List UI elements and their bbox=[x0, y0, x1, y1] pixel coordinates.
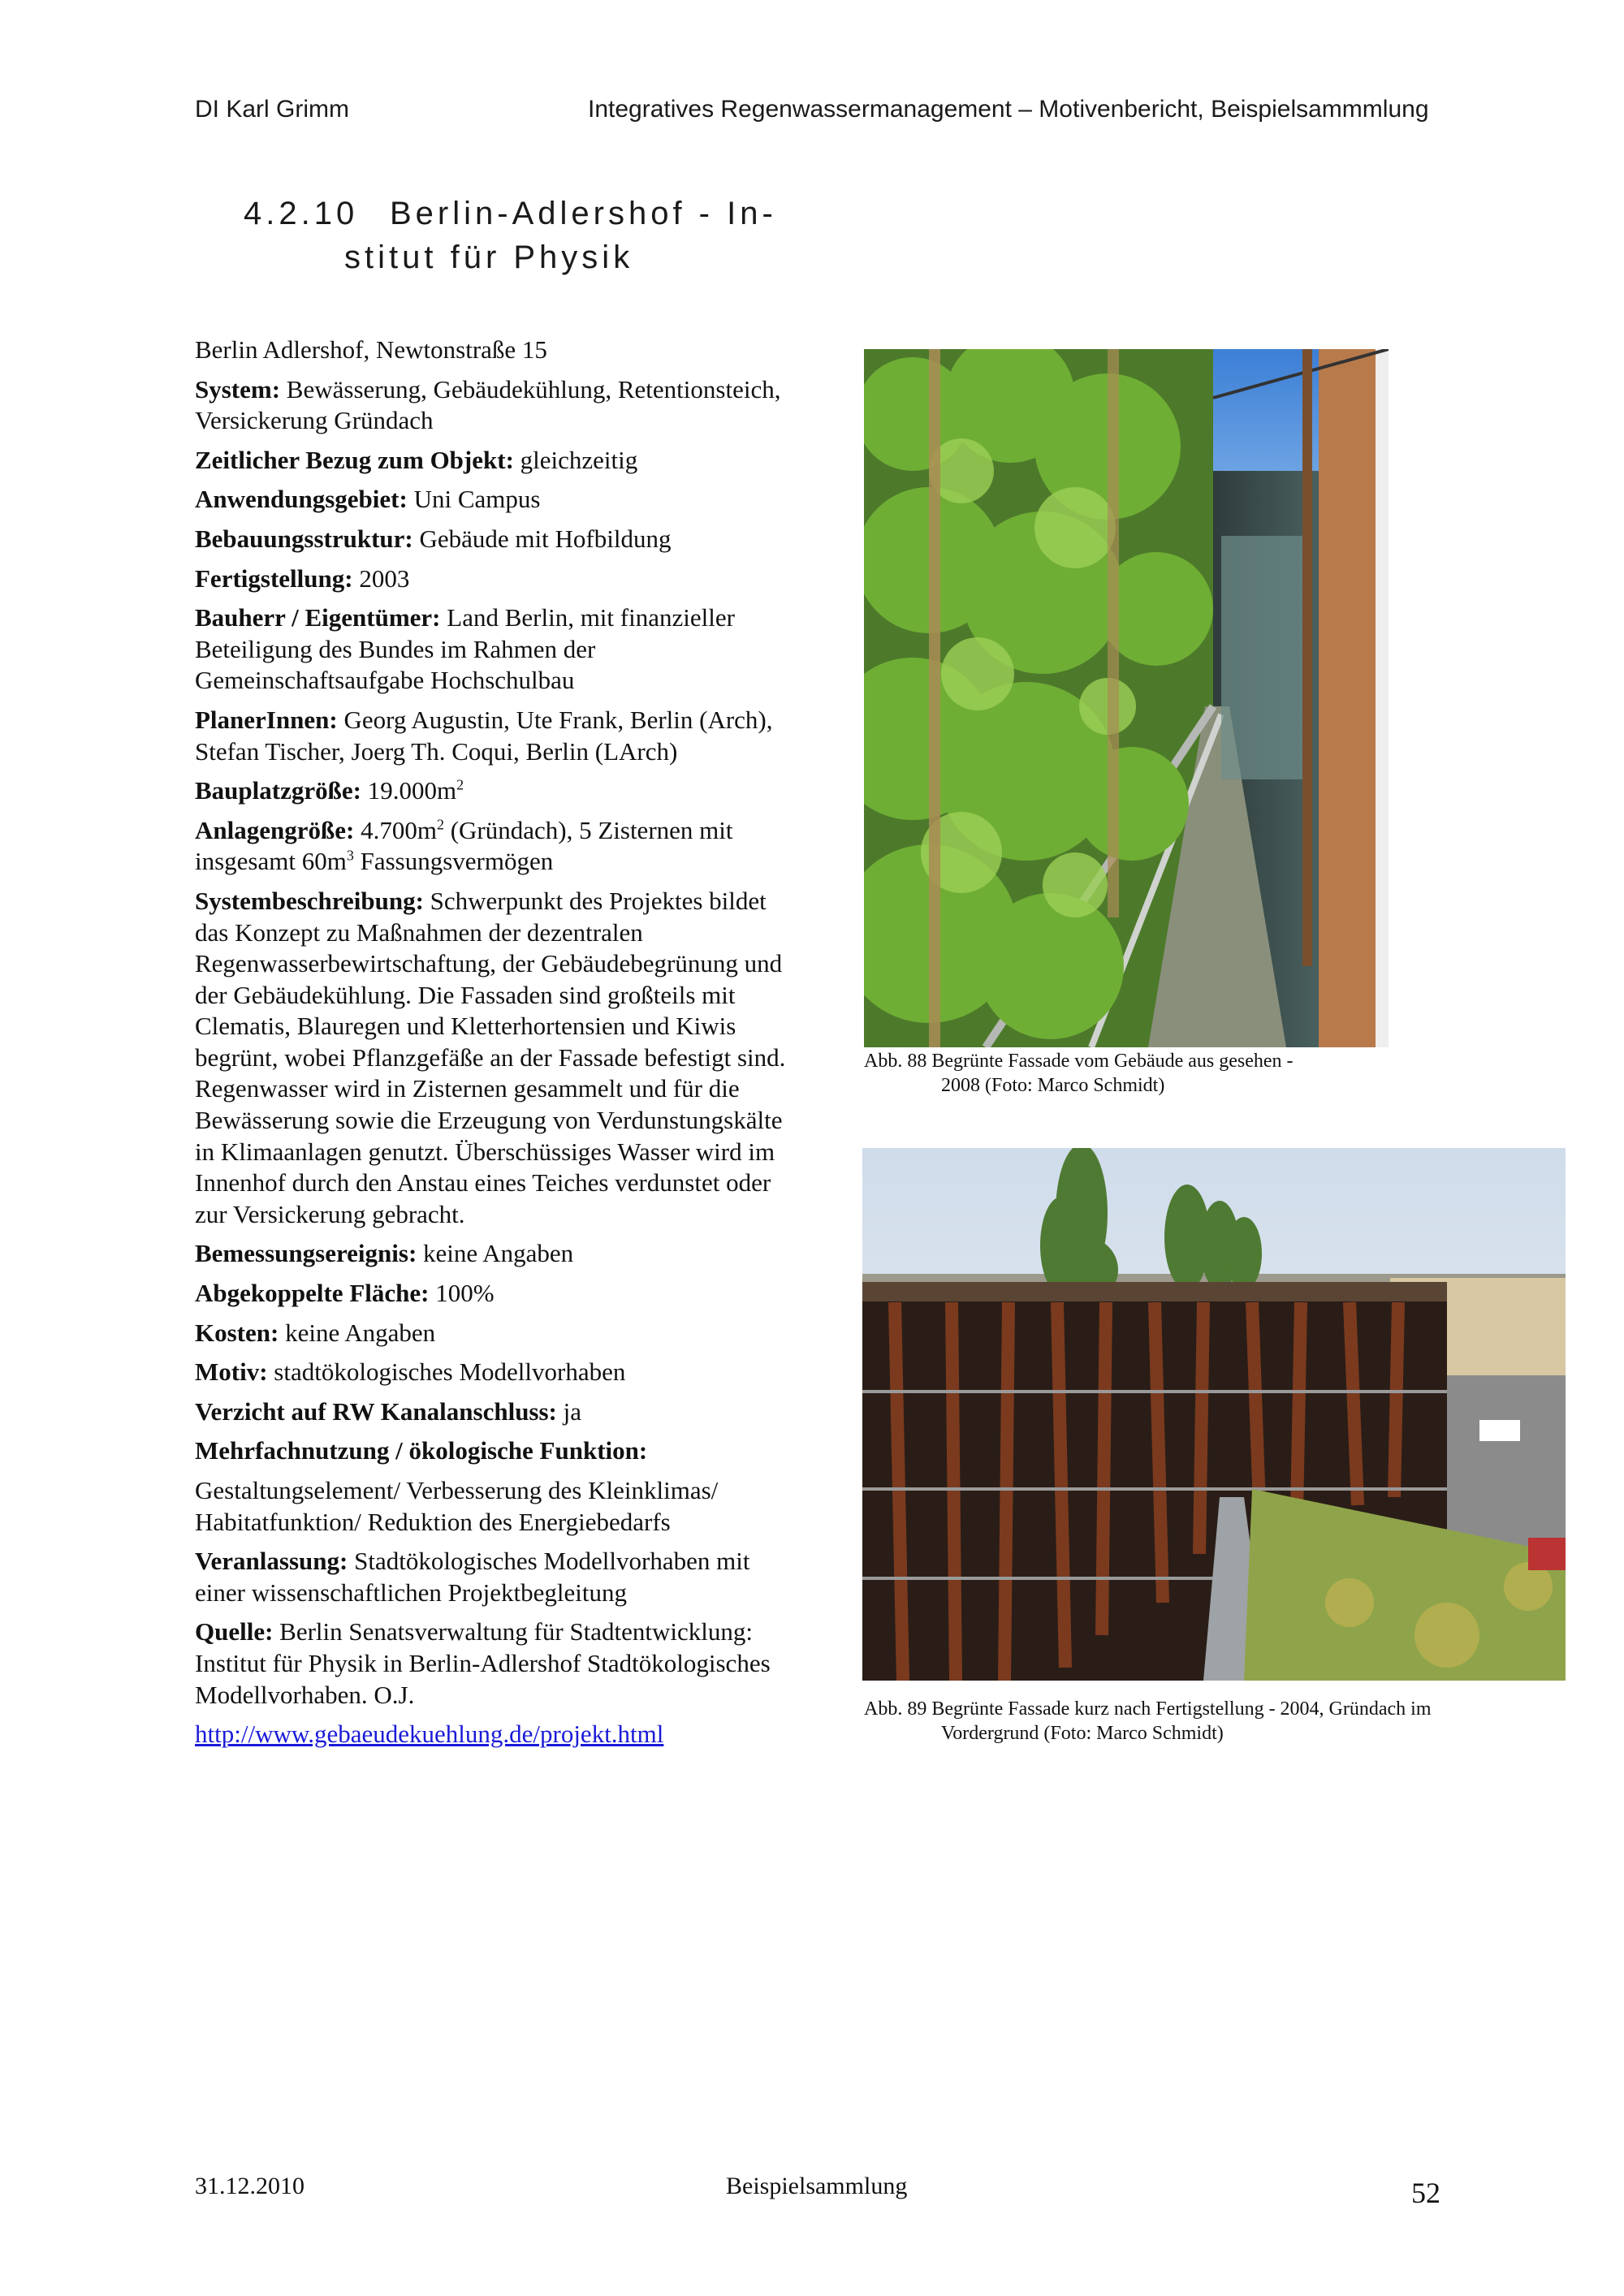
project-details bbox=[195, 334, 796, 1759]
field-link bbox=[195, 1719, 796, 1750]
figure-88-caption-line1: Abb. 88 Begrünte Fassade vom Gebäude aus gesehen - bbox=[864, 1051, 1294, 1072]
footer-date: 31.12.2010 bbox=[195, 2173, 304, 2199]
field-veranlassung: Veranlassung: Stadtökologisches Modellvorhaben mit einer wissenschaftlichen Projektbegleitung bbox=[195, 1547, 750, 1607]
field-zeitlicher-bezug: Zeitlicher Bezug zum Objekt: gleichzeitig bbox=[195, 445, 638, 474]
field-planerinnen: PlanerInnen: Georg Augustin, Ute Frank, Berlin (Arch), Stefan Tischer, Joerg Th. Coqui, Berlin (LArch) bbox=[195, 705, 773, 766]
field-bauherr: Bauherr / Eigentümer: Land Berlin, mit finanzieller Beteiligung des Bundes im Rahmen der Gemeinschaftsaufgabe Hochschulbau bbox=[195, 603, 735, 695]
field-systembeschreibung: Systembeschreibung: Schwerpunkt des Projektes bildet das Konzept zu Maßnahmen der dezentralen Regenwasserbewirtschaftung, der Gebäudebegrünung und der Gebäudekühlung. Die Fassaden sind großteils mit Clematis, Blauregen und Kletterhortensien und Kiwis begrünt, wobei Pflanzgefäße an der Fassade befestigt sind. Regenwasser wird in Zisternen gesammelt und für die Bewässerung sowie die Erzeugung von Verdunstungskälte in Klimaanlagen genutzt. Überschüssiges Wasser wird im Innenhof durch den Anstau eines Teiches verdunstet oder zur Versickerung gebracht. bbox=[195, 886, 786, 1228]
header-author: DI Karl Grimm bbox=[195, 96, 349, 123]
field-verzicht-kanalanschluss: Verzicht auf RW Kanalanschluss: ja bbox=[195, 1396, 582, 1426]
section-title-line1: Berlin-Adlershof - In- bbox=[390, 196, 777, 231]
project-link[interactable]: http://www.gebaeudekuehlung.de/projekt.html bbox=[195, 1720, 664, 1749]
figure-88-caption bbox=[864, 1049, 1389, 1098]
header-document-title: Integratives Regenwassermanagement – Motivenbericht, Beispielsammmlung bbox=[588, 96, 1429, 123]
footer-center-title: Beispielsammlung bbox=[726, 2173, 908, 2199]
field-mehrfachnutzung-value: Gestaltungselement/ Verbesserung des Kleinklimas/ Habitatfunktion/ Reduktion des Energiebedarfs bbox=[195, 1476, 719, 1536]
field-anlagengroesse: Anlagengröße: $4.700m^2$ (Gründach), 5 Zisternen mit insgesamt $60m^3$ Fassungsvermögen bbox=[195, 815, 733, 876]
field-anwendungsgebiet: Anwendungsgebiet: Uni Campus bbox=[195, 485, 541, 514]
figure-88-caption-line2: 2008 (Foto: Marco Schmidt) bbox=[941, 1075, 1165, 1096]
section-title bbox=[244, 192, 796, 279]
page-number: 52 bbox=[1411, 2177, 1440, 2209]
field-system: System: Bewässerung, Gebäudekühlung, Retentionsteich, Versickerung Gründach bbox=[195, 374, 781, 435]
field-quelle: Quelle: Berlin Senatsverwaltung für Stadtentwicklung: Institut für Physik in Berlin-Adlershof Stadtökologisches Modellvorhaben. O.J. bbox=[195, 1617, 771, 1709]
section-number: 4.2.10 bbox=[244, 196, 359, 231]
figure-89-caption-line1: Abb. 89 Begrünte Fassade kurz nach Fertigstellung - 2004, Gründach im bbox=[864, 1698, 1432, 1720]
field-abgekoppelte-flaeche: Abgekoppelte Fläche: 100% bbox=[195, 1279, 495, 1308]
figure-89-caption bbox=[864, 1697, 1567, 1746]
field-fertigstellung: Fertigstellung: 2003 bbox=[195, 563, 410, 593]
field-mehrfachnutzung-label: Mehrfachnutzung / ökologische Funktion: bbox=[195, 1436, 648, 1465]
figure-89-caption-line2: Vordergrund (Foto: Marco Schmidt) bbox=[941, 1723, 1224, 1744]
field-motiv: Motiv: stadtökologisches Modellvorhaben bbox=[195, 1357, 626, 1387]
photo-green-facade-walkway bbox=[864, 349, 1389, 1047]
address-line: Berlin Adlershof, Newtonstraße 15 bbox=[195, 335, 547, 364]
photo-courtyard-building bbox=[862, 1148, 1566, 1681]
section-title-line2: stitut für Physik bbox=[344, 240, 634, 275]
field-bauplatzgroesse: Bauplatzgröße: $19.000m^2$ bbox=[195, 776, 464, 805]
field-bebauungsstruktur: Bebauungsstruktur: Gebäude mit Hofbildung bbox=[195, 524, 672, 553]
field-kosten: Kosten: keine Angaben bbox=[195, 1318, 436, 1347]
field-bemessungsereignis: Bemessungsereignis: keine Angaben bbox=[195, 1239, 574, 1268]
